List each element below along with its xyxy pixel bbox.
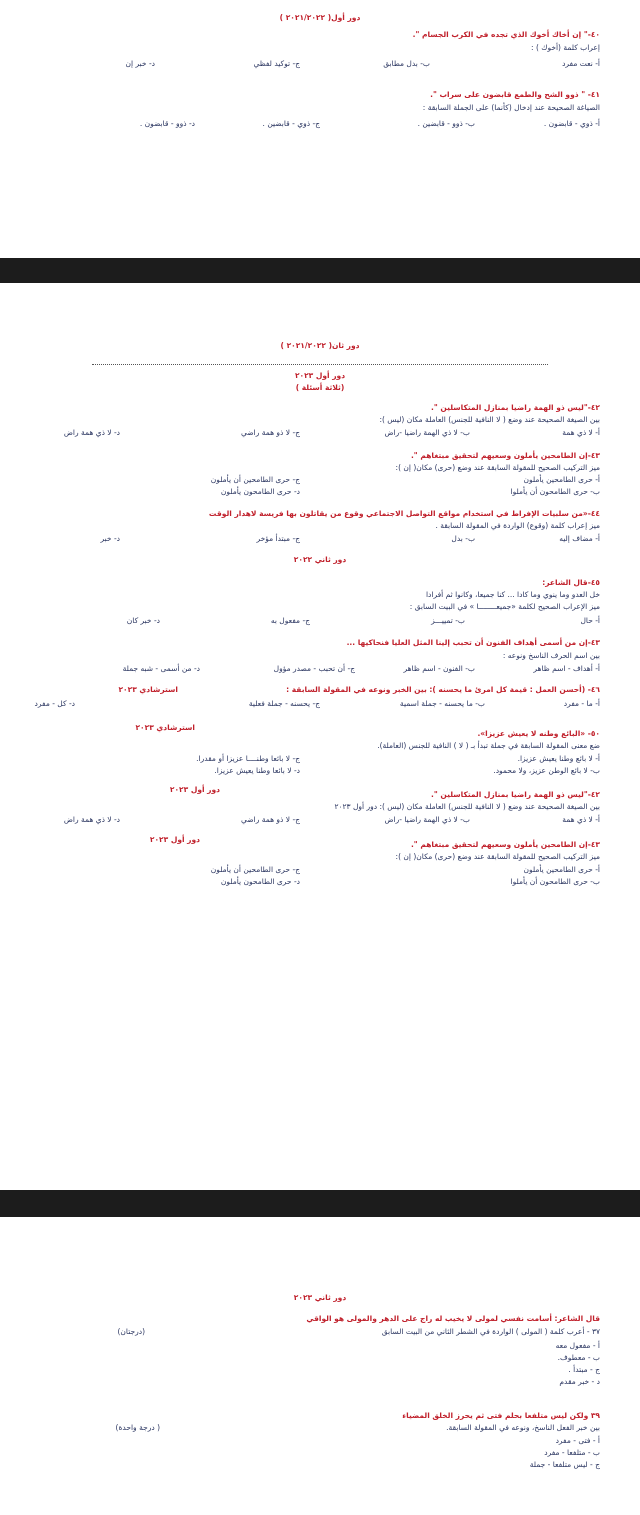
option-c: ج - ليس متلفعا - جملة xyxy=(529,1460,600,1469)
option-a: أ- حرى الطامحين يأملون xyxy=(523,475,600,484)
question-40-stem: ٤٠-" إن أخاك أخوك الذي تجده في الكرب الجسام ". xyxy=(412,30,600,39)
option-c: ج- حرى الطامحين أن يأملون xyxy=(210,475,300,484)
option-b: ب- لا ذي الهمة راضيا -راض xyxy=(384,428,470,437)
option-d: د- حرى الطامحون يأملون xyxy=(220,877,300,886)
option-d: د- خبر إن xyxy=(125,59,155,68)
document-page-1 xyxy=(0,0,640,258)
section-header: دور ثان( ٢٠٢١/٢٠٢٢ ) xyxy=(280,341,360,350)
document-page-3 xyxy=(0,1217,640,1515)
question-43b-instruction: بين اسم الحرف الناسخ ونوعه : xyxy=(502,651,600,660)
question-42b-stem: ٤٢-"ليس ذو الهمة راضيا بمنازل المتكاسلين ". xyxy=(431,790,600,799)
question-45-instruction: ميز الإعراب الصحيح لكلمة «جميعــــــــا » في البيت السابق : xyxy=(409,602,600,611)
option-b: ب- حرى الطامحون أن يأملوا xyxy=(510,877,600,886)
option-a: أ- لا بائع وطنا يعيش عزيزا. xyxy=(517,754,600,763)
option-d: د- خبر كان xyxy=(126,616,160,625)
question-43b-stem: ٤٣-إن من أسمى أهداف الفنون أن تحبب إلينا المثل العليا فنحاكيها ... xyxy=(346,638,600,647)
section-header: دور أول( ٢٠٢١/٢٠٢٢ ) xyxy=(279,13,361,22)
option-b: ب- بدل xyxy=(451,534,475,543)
poem-verse: قال الشاعر: أسامت نفسي لمولى لا يخيب له راج على الدهر والمولى هو الواقي xyxy=(306,1314,600,1323)
question-37-stem: ٣٧ - أعرب كلمة ( المولى ) الواردة في الشطر الثاني من البيت السابق xyxy=(381,1327,600,1336)
option-b: ب- تمييـــز xyxy=(431,616,465,625)
option-c: ج- مفعول به xyxy=(270,616,310,625)
option-b: ب - معطوف. xyxy=(557,1353,600,1362)
question-45-stem: ٤٥-قال الشاعر: xyxy=(542,578,600,587)
option-d: د - خبر مقدم xyxy=(559,1377,600,1386)
option-c: ج - مبتدأ . xyxy=(568,1365,600,1374)
option-b: ب- بدل مطابق xyxy=(383,59,430,68)
option-a: أ - مفعول معه xyxy=(555,1341,600,1350)
source-tag: استرشادي ٢٠٢٣ xyxy=(118,685,178,694)
option-a: أ- لا ذي همة xyxy=(562,815,600,824)
option-a: أ- حال xyxy=(580,616,600,625)
option-a: أ- مضاف إليه xyxy=(559,534,600,543)
option-a: أ- ذوي - قابضون . xyxy=(543,119,600,128)
option-d: د- كل - مفرد xyxy=(34,699,75,708)
dotted-divider xyxy=(92,364,548,365)
question-37-mark: (درجتان) xyxy=(117,1327,145,1336)
source-tag: استرشادي ٢٠٢٣ xyxy=(135,723,195,732)
option-b: ب - متلفعا - مفرد xyxy=(544,1448,600,1457)
question-42b-instruction: بين الصيغة الصحيحة عند وضع ( لا النافية للجنس) العاملة مكان (ليس ): دور أول ٢٠٢٣ xyxy=(334,802,600,811)
option-b: ب- ذوو - قابضين . xyxy=(417,119,475,128)
question-43c-stem: ٤٣-إن الطامحين يأملون وسعيهم لتحقيق مبتغاهم ". xyxy=(410,840,600,849)
option-a: أ- أهداف - اسم ظاهر xyxy=(533,664,600,673)
question-41-instruction: الصياغة الصحيحة عند إدخال (كأنما) على الجملة السابقة : xyxy=(422,103,600,112)
section-header: دور أول ٢٠٢٣ xyxy=(294,371,346,380)
option-c: ج- ذوي - قابضين . xyxy=(262,119,320,128)
option-b: ب- لا بائع الوطن عزيز، ولا محمود. xyxy=(493,766,600,775)
question-41-stem: ٤١- " ذوو الشح والطمع قابضون على سراب ". xyxy=(430,90,600,99)
option-d: د- لا ذي همة راض xyxy=(63,815,120,824)
option-c: ج- لا ذو همة راضي xyxy=(241,428,300,437)
question-42-instruction: بين الصيغة الصحيحة عند وضع ( لا النافية للجنس) العاملة مكان (ليس ): xyxy=(379,415,600,424)
option-a: أ- لا ذي همة xyxy=(562,428,600,437)
question-43-stem: ٤٣-إن الطامحين يأملون وسعيهم لتحقيق مبتغاهم ". xyxy=(410,451,600,460)
question-39-mark: ( درجة واحدة) xyxy=(115,1423,160,1432)
source-tag: دور أول ٢٠٢٣ xyxy=(149,835,200,844)
option-c: ج- أن تحبب - مصدر مؤول xyxy=(273,664,355,673)
option-d: د- لا ذي همة راض xyxy=(63,428,120,437)
option-a: أ- ما - مفرد xyxy=(563,699,600,708)
question-45-verse: خل العدو وما ينوي وما كادا ... كنا جميعا، وكانوا ثم أفرادا xyxy=(425,590,600,599)
source-tag: دور أول ٢٠٢٣ xyxy=(169,785,220,794)
option-c: ج- يحسنه - جملة فعلية xyxy=(248,699,320,708)
question-50-stem: ٥٠- «البائع وطنه لا يعيش عزيزا». xyxy=(477,729,600,738)
section-header: دور ثاني ٢٠٢٣ xyxy=(293,1293,347,1302)
option-c: ج- لا بائعا وطنــــا عزيزا أو مقدرا. xyxy=(196,754,300,763)
option-c: ج- مبتدأ مؤخر xyxy=(256,534,300,543)
question-43-instruction: ميز التركيب الصحيح للمقولة السابقة عند وضع (حرى) مكان( إن ): xyxy=(395,463,600,472)
option-d: د- من أسمى - شبه جملة xyxy=(122,664,200,673)
question-43c-instruction: ميز التركيب الصحيح للمقولة السابقة عند وضع (حرى) مكان( إن ): xyxy=(395,852,600,861)
option-b: ب- الفنون - اسم ظاهر xyxy=(403,664,475,673)
option-c: ج- لا ذو همة راضي xyxy=(241,815,300,824)
option-d: د- خبر xyxy=(100,534,120,543)
question-40-instruction: إعراب كلمة (أخوك ) : xyxy=(531,43,600,52)
option-a: أ- نعت مفرد xyxy=(562,59,600,68)
question-50-instruction: ضع معنى المقولة السابقة في جملة تبدأ بـ ( لا ) النافية للجنس (العاملة). xyxy=(377,741,600,750)
section-subheader: (ثلاثة أسئلة ) xyxy=(295,383,345,392)
option-c: ج- توكيد لفظي xyxy=(253,59,300,68)
question-42-stem: ٤٢-"ليس ذو الهمة راضيا بمنازل المتكاسلين ". xyxy=(431,403,600,412)
question-39-instruction: بين خبر الفعل الناسخ، ونوعه في المقولة السابقة. xyxy=(446,1423,600,1432)
question-44-instruction: ميز إعراب كلمة (وقوع) الواردة في المقولة السابقة . xyxy=(435,521,600,530)
option-d: د- لا بائعا وطنا يعيش عزيزا. xyxy=(214,766,300,775)
option-b: ب- ما يحسنه - جملة اسمية xyxy=(399,699,485,708)
option-c: ج- حرى الطامحين أن يأملون xyxy=(210,865,300,874)
document-page-2 xyxy=(0,283,640,1190)
question-46-stem: ٤٦- (أحسن العمل : قيمة كل امرئ ما يحسنه ): بين الخبر ونوعه في المقولة السابقة : xyxy=(286,685,600,694)
option-d: د- حرى الطامحون يأملون xyxy=(220,487,300,496)
option-b: ب- لا ذي الهمة راضيا -راض xyxy=(384,815,470,824)
option-a: أ- حرى الطامحين يأملون xyxy=(523,865,600,874)
option-b: ب- حرى الطامحون أن يأملوا xyxy=(510,487,600,496)
question-39-stem: ٣٩ ولكن ليس متلفعا بحلم فتى ثم يحرز الخلق المضياء xyxy=(402,1411,600,1420)
question-44-stem: ٤٤-«من سلبيات الإفراط في استخدام مواقع التواصل الاجتماعي وقوع من يقاتلون بها فريسة لاهدار الوقت xyxy=(208,509,600,518)
option-d: د- ذوو - قابضون . xyxy=(139,119,195,128)
option-a: أ - فتى - مفرد xyxy=(555,1436,600,1445)
section-header: دور ثاني ٢٠٢٢ xyxy=(293,555,347,564)
